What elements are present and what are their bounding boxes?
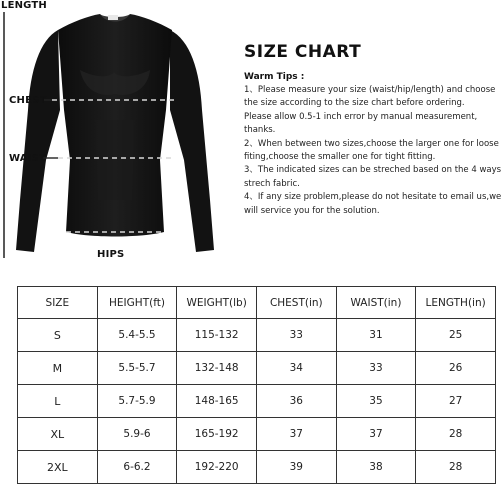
table-cell: 5.5-5.7 [97, 352, 177, 385]
table-row [18, 385, 496, 418]
waist-label: WAIST [9, 153, 47, 164]
length-label: LENGTH [1, 0, 47, 11]
table-cell: 33 [256, 319, 336, 352]
header-length: LENGTH(in) [416, 287, 496, 319]
table-header-row [18, 287, 496, 319]
tip-line: 4、If any size problem,please do not hesitate to email us,we [244, 192, 501, 203]
table-cell: 192-220 [177, 451, 257, 484]
table-row [18, 451, 496, 484]
header-waist: WAIST(in) [336, 287, 416, 319]
tip-line: 2、When between two sizes,choose the larger one for loose [244, 138, 499, 149]
table-cell: 37 [336, 418, 416, 451]
right-sleeve [170, 30, 214, 252]
tip-line: 3、The indicated sizes can be streched based on the 4 ways [244, 165, 501, 176]
table-cell: 25 [416, 319, 496, 352]
table-cell: 31 [336, 319, 416, 352]
tip-line: Please allow 0.5-1 inch error by manual measurement, [244, 111, 478, 122]
tip-line: 1、Please measure your size (waist/hip/length) and choose [244, 85, 496, 95]
table-cell: 132-148 [177, 352, 257, 385]
tip-line: strech fabric. [244, 178, 300, 189]
table-cell: 5.4-5.5 [97, 319, 177, 352]
table-cell: 38 [336, 451, 416, 484]
hips-label: HIPS [97, 249, 125, 260]
tip-line: fiting,choose the smaller one for tight fitting. [244, 152, 436, 163]
table-cell: 26 [416, 352, 496, 385]
table-cell: 148-165 [177, 385, 257, 418]
shirt-illustration [0, 0, 230, 265]
table-row [18, 319, 496, 352]
size-table [17, 286, 496, 484]
tip-line: will service you for the solution. [244, 205, 380, 216]
table-row [18, 418, 496, 451]
collar-tag [108, 15, 118, 20]
chest-label: CHEST [9, 95, 47, 106]
table-cell: 5.9-6 [97, 418, 177, 451]
header-chest: CHEST(in) [256, 287, 336, 319]
table-cell: 2XL [18, 451, 98, 484]
header-weight: WEIGHT(lb) [177, 287, 257, 319]
warm-tips [244, 84, 501, 218]
table-cell: 115-132 [177, 319, 257, 352]
shirt-ab-shade [95, 120, 135, 200]
header-height: HEIGHT(ft) [97, 287, 177, 319]
shirt-figure [0, 0, 230, 265]
table-cell: M [18, 352, 98, 385]
table-row [18, 352, 496, 385]
table-cell: 28 [416, 451, 496, 484]
page-title: SIZE CHART [244, 42, 362, 62]
table-cell: L [18, 385, 98, 418]
table-cell: 35 [336, 385, 416, 418]
tip-line: thanks. [244, 125, 276, 136]
left-sleeve [16, 30, 60, 252]
header-size: SIZE [18, 287, 98, 319]
table-cell: 28 [416, 418, 496, 451]
table-cell: 37 [256, 418, 336, 451]
table-cell: 165-192 [177, 418, 257, 451]
table-cell: 33 [336, 352, 416, 385]
table-cell: 39 [256, 451, 336, 484]
table-cell: S [18, 319, 98, 352]
table-cell: 6-6.2 [97, 451, 177, 484]
table-cell: 34 [256, 352, 336, 385]
table-cell: 36 [256, 385, 336, 418]
tips-heading: Warm Tips : [244, 72, 305, 82]
table-cell: 27 [416, 385, 496, 418]
table-cell: XL [18, 418, 98, 451]
table-cell: 5.7-5.9 [97, 385, 177, 418]
tip-line: the size according to the size chart before ordering. [244, 98, 465, 109]
